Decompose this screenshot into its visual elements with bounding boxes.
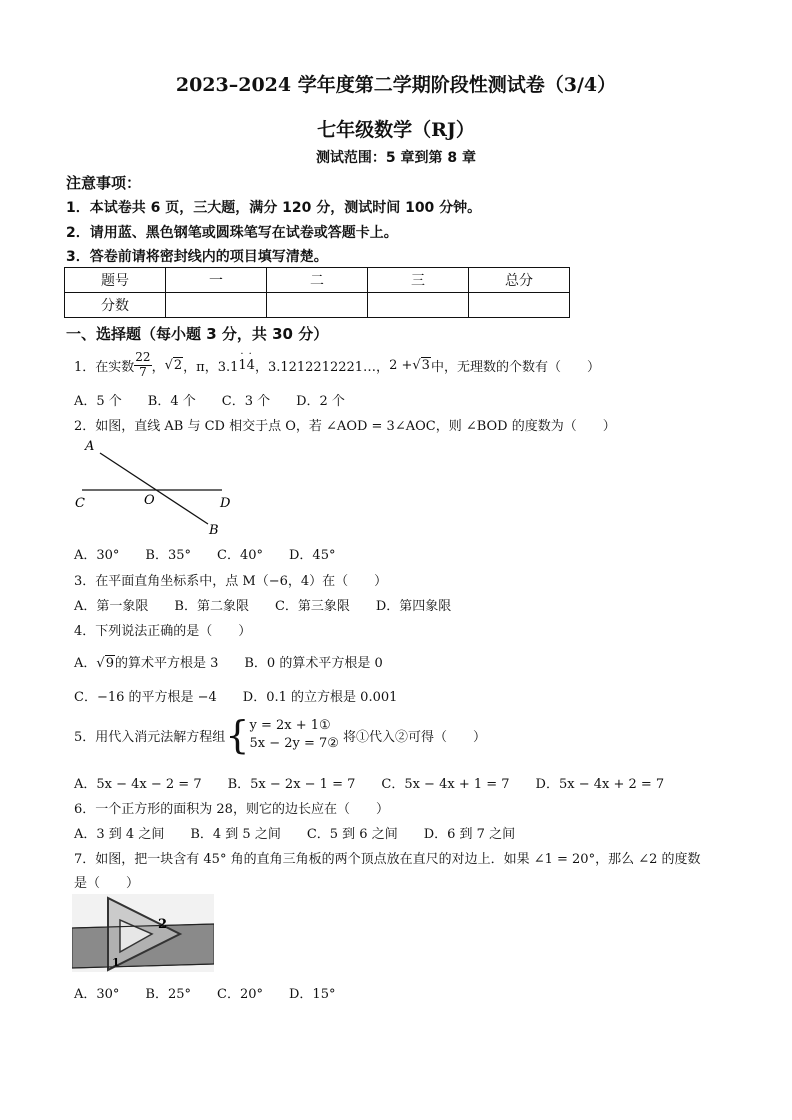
note-item-3: 3．答卷前请将密封线内的项目填写清楚。 bbox=[66, 249, 328, 265]
question-2-options[interactable]: A．30° B．35° C．40° D．45° bbox=[74, 548, 336, 563]
question-4-options-line-1[interactable] bbox=[74, 652, 383, 671]
ruler-triangle-figure bbox=[72, 894, 214, 972]
question-6-options[interactable]: A．3 到 4 之间 B．4 到 5 之间 C．5 到 6 之间 D．6 到 7 之间 bbox=[74, 827, 516, 842]
question-2-stem: 2．如图，直线 AB 与 CD 相交于点 O，若 ∠AOD = 3∠AOC，则 ∠BOD 的度数为（ ） bbox=[74, 419, 616, 434]
angle-1-label: 1 bbox=[112, 956, 120, 969]
exam-scope: 测试范围：5 章到第 8 章 bbox=[315, 150, 477, 166]
q5-prefix: 5．用代入消元法解方程组 bbox=[74, 729, 226, 745]
q4-option-a-prefix: A． bbox=[74, 656, 97, 671]
question-5-stem bbox=[74, 712, 486, 758]
note-item-1: 1．本试卷共 6 页，三大题，满分 120 分，测试时间 100 分钟。 bbox=[66, 200, 482, 216]
fraction-22-7 bbox=[134, 351, 151, 378]
point-label-a: A bbox=[85, 439, 95, 454]
sqrt-2: √2 bbox=[164, 357, 183, 373]
question-1-options[interactable]: A．5 个 B．4 个 C．3 个 D．2 个 bbox=[74, 394, 345, 409]
q4-option-a-text: 的算术平方根是 3 B．0 的算术平方根是 0 bbox=[114, 656, 383, 671]
exam-title: 2023–2024 学年度第二学期阶段性测试卷（3/4） bbox=[175, 74, 617, 96]
score-table-header-cell: 题号 bbox=[65, 268, 166, 293]
fraction-numerator: 22 bbox=[135, 350, 151, 365]
question-4-options-line-2[interactable]: C．−16 的平方根是 −4 D．0.1 的立方根是 0.001 bbox=[74, 690, 398, 705]
q5-suffix: 将①代入②可得（ ） bbox=[342, 729, 486, 745]
score-table-header-cell: 一 bbox=[166, 268, 267, 293]
question-7-stem-continued: 是（ ） bbox=[74, 876, 140, 891]
q1-prefix: 1．在实数 bbox=[74, 359, 135, 375]
q1-suffix: 中，无理数的个数有（ ） bbox=[430, 359, 600, 375]
question-1-stem bbox=[74, 347, 600, 383]
repeating-digit-value: 4 bbox=[246, 357, 255, 373]
score-cell-1[interactable] bbox=[166, 293, 267, 318]
score-cell-total[interactable] bbox=[469, 293, 570, 318]
section-1-heading: 一、选择题（每小题 3 分，共 30 分） bbox=[66, 325, 329, 343]
score-cell-2[interactable] bbox=[267, 293, 368, 318]
score-table-score-row bbox=[65, 293, 570, 318]
repeating-digit-1 bbox=[238, 348, 247, 373]
sqrt-radicand: 2 bbox=[173, 357, 183, 373]
score-cell-3[interactable] bbox=[368, 293, 469, 318]
score-table-header-row bbox=[65, 268, 570, 293]
equation-system bbox=[249, 717, 338, 753]
score-table-header-cell: 二 bbox=[267, 268, 368, 293]
q1-mid: ，π，3.1 bbox=[183, 359, 239, 375]
question-5-options[interactable]: A．5x − 4x − 2 = 7 B．5x − 2x − 1 = 7 C．5x − 4x + 1 = 7 D．5x − 4x + 2 = 7 bbox=[74, 777, 665, 792]
angle-2-label: 2 bbox=[158, 917, 168, 932]
score-table bbox=[64, 267, 570, 318]
question-7-stem: 7．如图，把一块含有 45° 角的直角三角板的两个顶点放在直尺的对边上．如果 ∠1 = 20°，那么 ∠2 的度数 bbox=[74, 852, 701, 867]
question-3-options[interactable]: A．第一象限 B．第二象限 C．第三象限 D．第四象限 bbox=[74, 599, 452, 614]
question-7-options[interactable]: A．30° B．25° C．20° D．15° bbox=[74, 987, 336, 1002]
line-ab bbox=[100, 453, 208, 524]
sqrt-radicand: 9 bbox=[105, 656, 114, 671]
repeat-dot-icon: · bbox=[240, 348, 244, 360]
fraction-denominator: 7 bbox=[139, 364, 147, 379]
point-label-c: C bbox=[75, 496, 85, 511]
sqrt-3: √3 bbox=[412, 357, 430, 373]
point-label-b: B bbox=[209, 523, 219, 536]
equation-1: y = 2x + 1① bbox=[249, 718, 331, 733]
question-6-stem: 6．一个正方形的面积为 28，则它的边长应在（ ） bbox=[74, 802, 389, 817]
note-item-2: 2．请用蓝、黑色钢笔或圆珠笔写在试卷或答题卡上。 bbox=[66, 225, 398, 241]
intersecting-lines-figure bbox=[70, 436, 250, 536]
q1-mid2: ，3.1212212221…， bbox=[254, 359, 390, 375]
score-table-header-cell: 总分 bbox=[469, 268, 570, 293]
repeating-digit-value: 1 bbox=[238, 357, 247, 373]
notes-heading: 注意事项： bbox=[66, 174, 142, 192]
repeating-digit-4 bbox=[246, 348, 255, 373]
equation-2: 5x − 2y = 7② bbox=[249, 736, 339, 751]
point-label-o: O bbox=[144, 493, 155, 508]
repeat-dot-icon: · bbox=[248, 348, 252, 360]
score-row-label: 分数 bbox=[65, 293, 166, 318]
question-4-stem: 4．下列说法正确的是（ ） bbox=[74, 624, 252, 639]
sqrt-9: √9 bbox=[96, 656, 114, 671]
question-3-stem: 3．在平面直角坐标系中，点 M（−6，4）在（ ） bbox=[74, 574, 388, 589]
system-brace-icon: { bbox=[225, 713, 250, 757]
exam-subtitle: 七年级数学（RJ） bbox=[317, 119, 475, 141]
point-label-d: D bbox=[220, 496, 231, 511]
q1-sep: ， bbox=[151, 359, 165, 375]
q1-plus: 2 + bbox=[389, 357, 413, 373]
score-table-header-cell: 三 bbox=[368, 268, 469, 293]
sqrt-radicand: 3 bbox=[421, 357, 430, 373]
